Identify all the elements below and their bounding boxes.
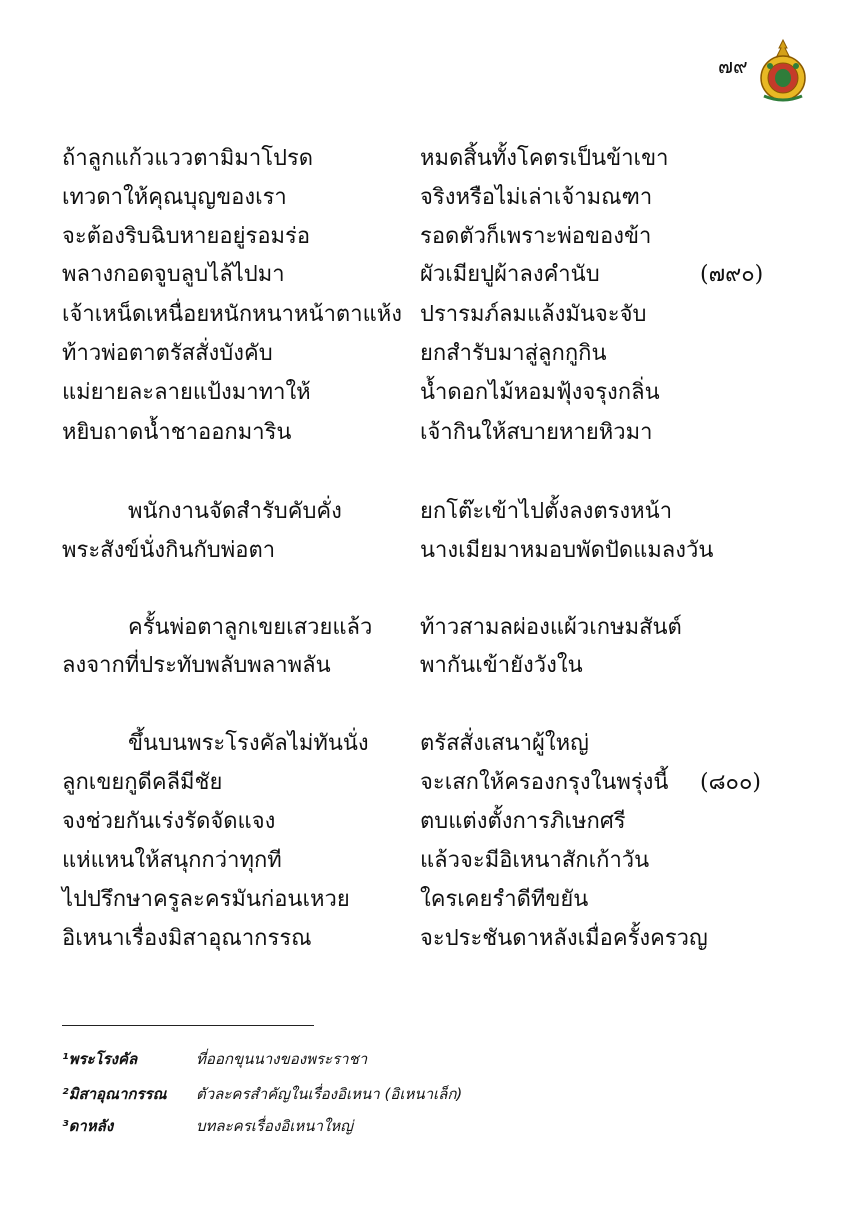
verse-line-second-half: ปรารมภ์ลมแล้งมันจะจับ bbox=[420, 302, 647, 327]
verse-line-second-half: ท้าวสามลผ่องแผ้วเกษมสันต์ bbox=[420, 615, 682, 640]
verse-line-second-half: นางเมียมาหมอบพัดปัดแมลงวัน bbox=[420, 538, 714, 563]
footnote-definition: ตัวละครสำคัญในเรื่องอิเหนา (อิเหนาเล็ก) bbox=[196, 1085, 463, 1103]
verse-line-first-half: พลางกอดจูบลูบไล้ไปมา bbox=[62, 262, 285, 287]
verse-line-second-half: จะเสกให้ครองกรุงในพรุ่งนี้ bbox=[420, 770, 669, 795]
verse-line-first-half: หยิบถาดน้ำชาออกมาริน bbox=[62, 420, 292, 445]
verse-line-second-half: พากันเข้ายังวังใน bbox=[420, 653, 583, 678]
verse-line-first-half: พระสังข์นั่งกินกับพ่อตา bbox=[62, 538, 276, 563]
footnote-term: ²มิสาอุณากรรณ bbox=[62, 1085, 167, 1103]
page-number: ๗๙ bbox=[718, 54, 748, 78]
verse-line-first-half: แม่ยายละลายแป้งมาทาให้ bbox=[62, 380, 311, 405]
verse-line-second-half: แล้วจะมีอิเหนาสักเก้าวัน bbox=[420, 848, 650, 873]
footnote-term: ³ดาหลัง bbox=[62, 1117, 114, 1135]
verse-line-second-half: ยกสำรับมาสู่ลูกกูกิน bbox=[420, 341, 607, 366]
verse-line-first-half: แห่แหนให้สนุกกว่าทุกที bbox=[62, 848, 282, 873]
verse-line-second-half: จะประชันดาหลังเมื่อครั้งครวญ bbox=[420, 926, 708, 951]
verse-line-first-half: ลงจากที่ประทับพลับพลาพลัน bbox=[62, 653, 331, 678]
verse-line-second-half: ผัวเมียปูผ้าลงคำนับ bbox=[420, 262, 600, 287]
verse-line-number: (๗๙๐) bbox=[700, 262, 764, 287]
footnote-definition: บทละครเรื่องอิเหนาใหญ่ bbox=[196, 1117, 353, 1135]
footnote-term: ¹พระโรงคัล bbox=[62, 1050, 138, 1068]
verse-line-second-half: เจ้ากินให้สบายหายหิวมา bbox=[420, 420, 653, 445]
royal-seal-icon bbox=[758, 38, 808, 104]
verse-line-second-half: จริงหรือไม่เล่าเจ้ามณฑา bbox=[420, 185, 653, 210]
verse-line-second-half: ตรัสสั่งเสนาผู้ใหญ่ bbox=[420, 731, 589, 756]
footnote-divider bbox=[62, 1025, 314, 1026]
verse-line-second-half: หมดสิ้นทั้งโคตรเป็นข้าเขา bbox=[420, 146, 669, 171]
verse-line-first-half: จงช่วยกันเร่งรัดจัดแจง bbox=[62, 809, 276, 834]
verse-line-second-half: รอดตัวก็เพราะพ่อของข้า bbox=[420, 224, 652, 249]
verse-line-first-half: อิเหนาเรื่องมิสาอุณากรรณ bbox=[62, 926, 312, 951]
verse-line-first-half: เทวดาให้คุณบุญของเรา bbox=[62, 185, 287, 210]
verse-line-first-half: ลูกเขยกูดีคลีมีชัย bbox=[62, 770, 223, 795]
footnote-definition: ที่ออกขุนนางของพระราชา bbox=[196, 1050, 368, 1068]
verse-line-second-half: ใครเคยรำดีทีขยัน bbox=[420, 887, 589, 912]
verse-line-first-half: จะต้องริบฉิบหายอยู่รอมร่อ bbox=[62, 224, 311, 249]
verse-line-first-half: ไปปรึกษาครูละครมันก่อนเหวย bbox=[62, 887, 350, 912]
verse-line-first-half: ถ้าลูกแก้วแววตามิมาโปรด bbox=[62, 146, 314, 171]
verse-line-first-half: ท้าวพ่อตาตรัสสั่งบังคับ bbox=[62, 341, 273, 366]
verse-line-first-half: ขึ้นบนพระโรงคัลไม่ทันนั่ง bbox=[128, 731, 369, 756]
verse-line-first-half: ครั้นพ่อตาลูกเขยเสวยแล้ว bbox=[128, 615, 373, 640]
verse-line-second-half: ตบแต่งตั้งการภิเษกศรี bbox=[420, 809, 626, 834]
verse-line-second-half: ยกโต๊ะเข้าไปตั้งลงตรงหน้า bbox=[420, 499, 673, 524]
verse-line-second-half: น้ำดอกไม้หอมฟุ้งจรุงกลิ่น bbox=[420, 380, 660, 405]
verse-line-number: (๘๐๐) bbox=[700, 770, 761, 795]
verse-line-first-half: เจ้าเหน็ดเหนื่อยหนักหนาหน้าตาแห้ง bbox=[62, 302, 402, 327]
verse-line-first-half: พนักงานจัดสำรับคับคั่ง bbox=[128, 499, 342, 524]
